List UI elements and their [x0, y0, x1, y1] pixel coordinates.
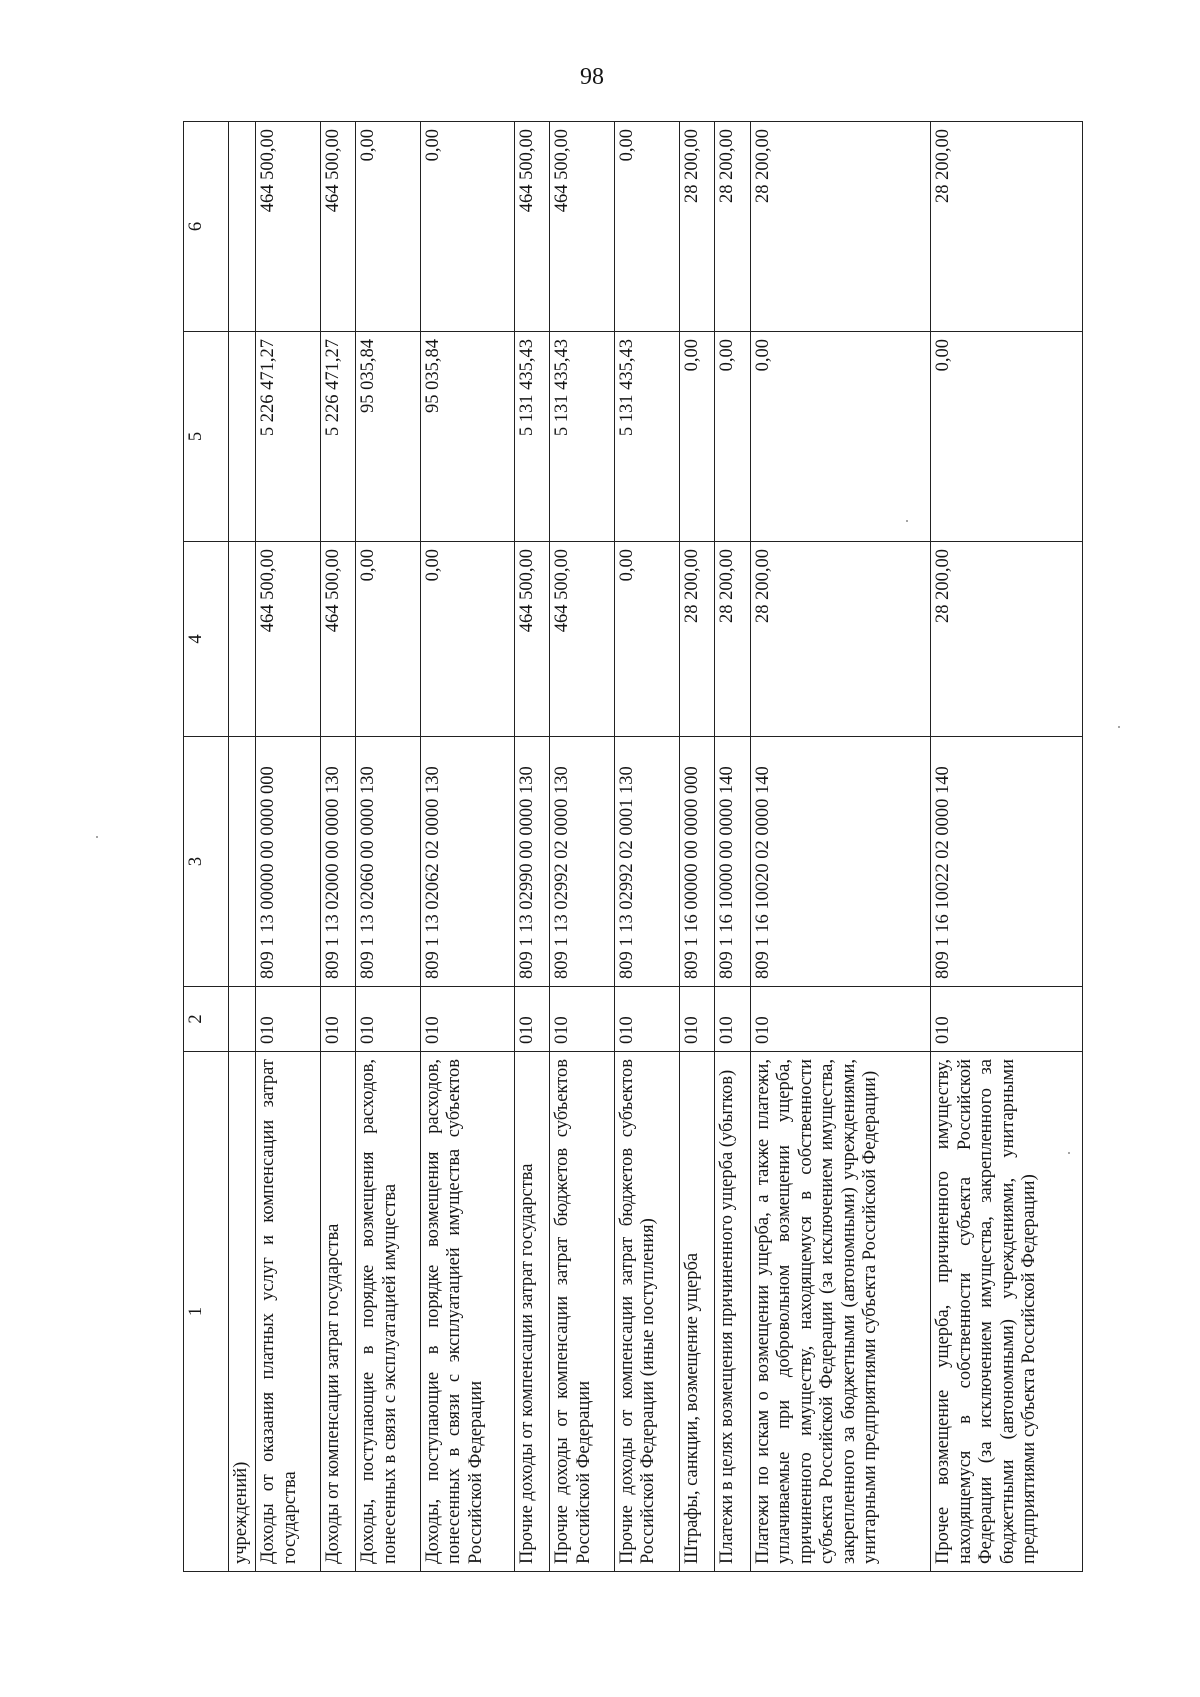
row-actual: 0,00 — [715, 332, 751, 542]
row-budget-code: 809 1 16 10020 02 0000 140 — [750, 737, 930, 987]
table-row — [320, 122, 356, 1572]
row-admin-code: 010 — [356, 987, 421, 1052]
row-name: Штрафы, санкции, возмещение ущерба — [679, 1052, 715, 1572]
row-budget-code: 809 1 13 02060 00 0000 130 — [356, 737, 421, 987]
row-plan: 464 500,00 — [514, 542, 550, 737]
table-row — [256, 122, 321, 1572]
row-budget-code: 809 1 13 02992 02 0000 130 — [550, 737, 615, 987]
row-diff: 464 500,00 — [256, 122, 321, 332]
row-diff: 28 200,00 — [679, 122, 715, 332]
empty-cell — [229, 332, 256, 542]
row-plan: 0,00 — [420, 542, 514, 737]
scan-speck — [1118, 726, 1120, 728]
table-row — [420, 122, 514, 1572]
row-plan: 464 500,00 — [256, 542, 321, 737]
row-name: Прочие доходы от компенсации затрат государства — [514, 1052, 550, 1572]
row-diff: 0,00 — [614, 122, 679, 332]
row-admin-code: 010 — [420, 987, 514, 1052]
row-budget-code: 809 1 13 02992 02 0001 130 — [614, 737, 679, 987]
row-name: учреждений) — [229, 1052, 256, 1572]
empty-cell — [229, 987, 256, 1052]
column-header: 4 — [184, 542, 229, 737]
row-diff: 28 200,00 — [750, 122, 930, 332]
table-row — [514, 122, 550, 1572]
row-actual: 95 035,84 — [420, 332, 514, 542]
row-budget-code: 809 1 16 00000 00 0000 000 — [679, 737, 715, 987]
row-name: Доходы от оказания платных услуг и компенсации затрат государства — [256, 1052, 321, 1572]
column-header: 6 — [184, 122, 229, 332]
column-header: 3 — [184, 737, 229, 987]
row-plan: 0,00 — [614, 542, 679, 737]
table-row — [229, 122, 256, 1572]
table-row — [614, 122, 679, 1572]
row-admin-code: 010 — [679, 987, 715, 1052]
row-admin-code: 010 — [256, 987, 321, 1052]
row-admin-code: 010 — [931, 987, 1083, 1052]
row-budget-code: 809 1 13 00000 00 0000 000 — [256, 737, 321, 987]
row-admin-code: 010 — [614, 987, 679, 1052]
row-plan: 0,00 — [356, 542, 421, 737]
empty-cell — [229, 737, 256, 987]
row-diff: 464 500,00 — [514, 122, 550, 332]
row-budget-code: 809 1 13 02000 00 0000 130 — [320, 737, 356, 987]
row-name: Прочее возмещение ущерба, причиненного имуществу, находящемуся в собственности субъекта Российской Федерации (за исключением имущества, закрепленного за бюджетными (автономными) учреждениями, унитарными предприятиями субъекта Российской Федерации) — [931, 1052, 1083, 1572]
row-budget-code: 809 1 16 10022 02 0000 140 — [931, 737, 1083, 987]
row-actual: 5 131 435,43 — [514, 332, 550, 542]
row-plan: 464 500,00 — [320, 542, 356, 737]
column-header: 5 — [184, 332, 229, 542]
row-name: Платежи в целях возмещения причиненного ущерба (убытков) — [715, 1052, 751, 1572]
row-budget-code: 809 1 13 02062 02 0000 130 — [420, 737, 514, 987]
column-header: 2 — [184, 987, 229, 1052]
row-plan: 28 200,00 — [679, 542, 715, 737]
row-diff: 28 200,00 — [931, 122, 1083, 332]
row-name: Доходы, поступающие в порядке возмещения расходов, понесенных в связи с эксплуатацией имущества субъектов Российской Федерации — [420, 1052, 514, 1572]
row-diff: 28 200,00 — [715, 122, 751, 332]
row-actual: 0,00 — [679, 332, 715, 542]
row-diff: 0,00 — [356, 122, 421, 332]
row-budget-code: 809 1 13 02990 00 0000 130 — [514, 737, 550, 987]
row-name: Прочие доходы от компенсации затрат бюджетов субъектов Российской Федерации — [550, 1052, 615, 1572]
row-admin-code: 010 — [715, 987, 751, 1052]
header-row — [184, 122, 229, 1572]
table-row — [750, 122, 930, 1572]
row-admin-code: 010 — [550, 987, 615, 1052]
row-name: Доходы от компенсации затрат государства — [320, 1052, 356, 1572]
row-name: Доходы, поступающие в порядке возмещения расходов, понесенных в связи с эксплуатацией имущества — [356, 1052, 421, 1572]
table-row — [679, 122, 715, 1572]
row-plan: 464 500,00 — [550, 542, 615, 737]
row-actual: 5 131 435,43 — [550, 332, 615, 542]
row-actual: 5 226 471,27 — [256, 332, 321, 542]
column-header: 1 — [184, 1052, 229, 1572]
row-actual: 0,00 — [750, 332, 930, 542]
table-row — [715, 122, 751, 1572]
row-plan: 28 200,00 — [931, 542, 1083, 737]
row-actual: 0,00 — [931, 332, 1083, 542]
revenue-table — [183, 121, 1083, 1572]
row-diff: 464 500,00 — [320, 122, 356, 332]
row-admin-code: 010 — [750, 987, 930, 1052]
row-actual: 5 226 471,27 — [320, 332, 356, 542]
row-name: Прочие доходы от компенсации затрат бюджетов субъектов Российской Федерации (иные поступления) — [614, 1052, 679, 1572]
empty-cell — [229, 122, 256, 332]
row-plan: 28 200,00 — [715, 542, 751, 737]
row-diff: 464 500,00 — [550, 122, 615, 332]
page-number: 98 — [580, 64, 604, 90]
table-row — [356, 122, 421, 1572]
table-row — [931, 122, 1083, 1572]
scan-speck — [96, 836, 98, 838]
row-diff: 0,00 — [420, 122, 514, 332]
row-plan: 28 200,00 — [750, 542, 930, 737]
empty-cell — [229, 542, 256, 737]
row-actual: 5 131 435,43 — [614, 332, 679, 542]
row-actual: 95 035,84 — [356, 332, 421, 542]
row-name: Платежи по искам о возмещении ущерба, а также платежи, уплачиваемые при добровольном возмещении ущерба, причиненного имуществу, находящемуся в собственности субъекта Российской Федерации (за исключением имущества, закрепленного за бюджетными (автономными) учреждениями, унитарными предприятиями субъекта Российской Федерации) — [750, 1052, 930, 1572]
rotated-table-wrapper — [183, 122, 1083, 1572]
row-admin-code: 010 — [320, 987, 356, 1052]
row-budget-code: 809 1 16 10000 00 0000 140 — [715, 737, 751, 987]
row-admin-code: 010 — [514, 987, 550, 1052]
table-row — [550, 122, 615, 1572]
